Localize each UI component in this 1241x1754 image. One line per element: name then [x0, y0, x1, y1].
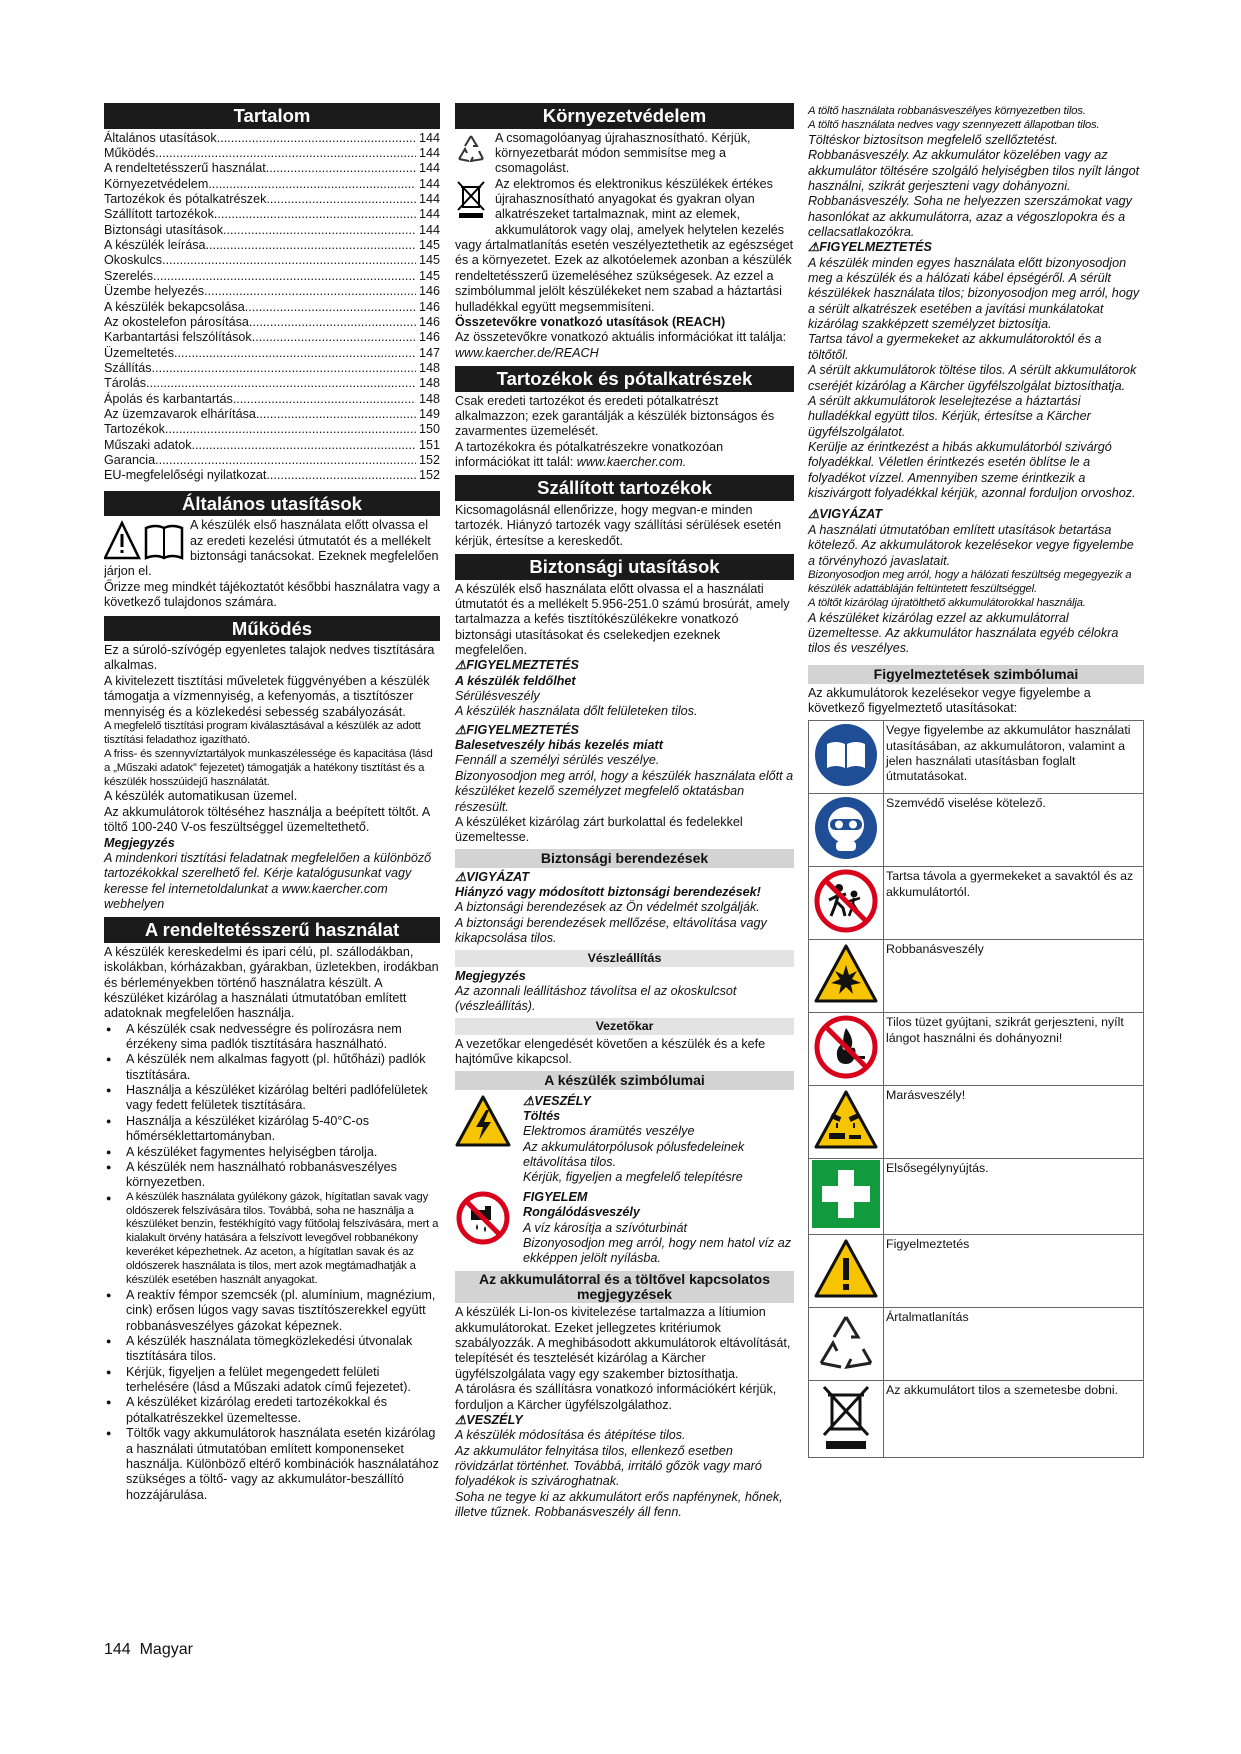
toc-item-title: Tartozékok — [104, 422, 165, 437]
warning-symbol-text: Szemvédő viselése kötelező. — [884, 794, 1144, 867]
warning-symbol-text: Robbanásveszély — [884, 940, 1144, 1013]
battery-danger-line: Az akkumulátor felnyitása tilos, ellenkező esetben rövidzárlat történhet. Továbbá, irritáló gőzök vagy maró folyadékok is szivároghatnak. — [455, 1443, 762, 1489]
toc-item-page: 149 — [418, 407, 440, 422]
toc-item[interactable] — [104, 284, 440, 299]
toc-item-page: 146 — [418, 314, 440, 329]
toc-item[interactable] — [104, 238, 440, 253]
manual-icon — [813, 722, 879, 788]
toc-item-leader — [214, 207, 416, 222]
toc-item-leader — [146, 376, 416, 391]
environment-text-1: A csomagolóanyag újrahasznosítható. Kérjük, környezetbarát módon semmisítse meg a csomagolást. — [495, 130, 751, 176]
toc-item-leader — [206, 238, 416, 253]
device-symbol-label: FIGYELEM — [523, 1189, 588, 1204]
toc-item[interactable] — [104, 346, 440, 361]
toc-item-title: Biztonsági utasítások — [104, 222, 224, 237]
first-aid-icon — [811, 1159, 881, 1229]
general-text-2: Őrizze meg mindkét tájékoztatót későbbi használatra vagy a következő tulajdonos számára. — [104, 579, 440, 610]
toc-item-title: A készülék bekapcsolása — [104, 299, 245, 314]
caution-title: Hiányzó vagy módosított biztonsági berendezések! — [455, 885, 761, 900]
toc-item-title: Környezetvédelem — [104, 176, 209, 191]
battery-line: A töltő használata nedves vagy szennyezett állapotban tilos. — [808, 118, 1100, 131]
list-item: ● A készülék használata gyúlékony gázok, hígítatlan savak vagy oldószerek felszívására tilos. Továbbá, soha ne használja a készüléket benzin, festékhígító vagy fűtőolaj felszívására, mert a kialakult örvény hatására a felszívott levegővel robbanékony keveréket képezhetnek. Az aceton, a hígítatlan savak és az oldószerek használata is tilos, mert azok megtámadhatják a készülék esetében használt anyagokat. — [126, 1191, 440, 1288]
toc-heading: Tartalom — [104, 103, 440, 129]
operation-text-5: A készülék automatikusan üzemel. — [104, 789, 298, 804]
keep-children-away-icon — [813, 868, 879, 934]
crossed-bin-icon — [455, 179, 487, 219]
toc-item-title: Okoskulcs — [104, 253, 163, 268]
corrosive-icon — [813, 1089, 879, 1151]
electric-hazard-icon — [455, 1094, 511, 1148]
toc-item[interactable] — [104, 177, 440, 192]
toc-item-page: 146 — [418, 299, 440, 314]
toc-item-leader — [245, 300, 416, 315]
toc-item[interactable] — [104, 192, 440, 207]
toc-item-leader — [252, 330, 416, 345]
explosion-icon — [813, 943, 879, 1005]
toc-item-leader — [256, 407, 416, 422]
toc-item-title: Garancia — [104, 453, 156, 468]
accessories-text-2: A tartozékokra és pótalkatrészekre vonatkozóan információkat itt talál: www.kaercher.com. — [455, 439, 724, 469]
page-language: Magyar — [139, 1641, 193, 1658]
operation-text-3: A megfelelő tisztítási program kiválasztásával a készülék az adott tisztítási feladathoz igazítható. — [104, 719, 421, 746]
environment-section — [455, 131, 794, 315]
toc-item-page: 144 — [418, 222, 440, 237]
operation-text-2: A kivitelezett tisztítási műveletek függvényében a készülék támogatja a vízmennyiség, a kefenyomás, a tisztítószer mennyiség és a közlekedési sebesség szabályozását. — [104, 673, 430, 719]
recycle-icon — [455, 133, 487, 165]
toc-item-title: Ápolás és karbantartás — [104, 391, 233, 406]
battery-caution-line: A töltőt kizárólag újratölthető akkumulátorokkal használja. — [808, 596, 1086, 609]
accessories-link[interactable]: www.kaercher.com. — [576, 454, 687, 469]
toc-item[interactable] — [104, 315, 440, 330]
environment-heading: Környezetvédelem — [455, 103, 794, 129]
toc-item-page: 144 — [418, 192, 440, 206]
toc-item-page: 148 — [418, 360, 440, 375]
toc-item-leader — [165, 422, 416, 437]
battery-line: A töltő használata robbanásveszélyes környezetben tilos. — [808, 105, 1086, 117]
toc-item-title: A készülék leírása — [104, 238, 206, 253]
toc-item[interactable] — [104, 131, 440, 146]
battery-text-1: A készülék Li-Ion-os kivitelezése tartalmazza a lítiumion akkumulátorokat. Ezeket jellegzetes kritériumok szabályozzák. A meghibásodott akkumulátorok eltávolítását, telepítését és tesztelését kizárólag a Kärcher ügyfélszolgálata vagy egy szakember biztosíthatja. — [455, 1305, 791, 1381]
toc-item-title: Szállítás — [104, 360, 152, 375]
safety-warning-label: ⚠FIGYELMEZTETÉS — [455, 722, 579, 737]
toc-item-leader — [204, 284, 416, 299]
warning-symbol-text: Ártalmatlanítás — [884, 1307, 1144, 1380]
toc-item-page: 144 — [418, 145, 440, 160]
toc-item[interactable] — [104, 453, 440, 468]
battery-danger-line: Soha ne tegye ki az akkumulátort erős napfénynek, hőnek, illetve tűznek. Robbanásveszély áll fenn. — [455, 1489, 783, 1520]
toc-item[interactable] — [104, 407, 440, 422]
reach-title: Összetevőkre vonatkozó utasítások (REACH) — [455, 314, 726, 329]
battery-warning-line: Kerülje az érintkezést a hibás akkumulátorból szivárgó folyadékkal. Véletlen érintkezés esetén öblítse le a folyadékot vízzel. Amennyiben szeme érintkezik a kiszivárgott folyadékkal kérjük, azonnal forduljon orvoshoz. — [808, 440, 1136, 501]
general-heading: Általános utasítások — [104, 491, 440, 517]
battery-text-2: A tárolásra és szállításra vonatkozó információkért kérjük, forduljon a Kärcher ügyfélszolgálathoz. — [455, 1382, 777, 1412]
device-symbol-label: ⚠VESZÉLY — [523, 1093, 591, 1108]
operation-text-4: A friss- és szennyvíztartályok munkaszélessége és kapacitása (lásd a „Műszaki adatok” fejezetet) támogatják a hatékony tisztítást és a készülék hosszúidejű használatát. — [104, 747, 433, 788]
table-row — [809, 1086, 1144, 1159]
table-row — [809, 940, 1144, 1013]
toc-item-leader — [155, 453, 416, 468]
table-row — [809, 1013, 1144, 1086]
operation-heading: Működés — [104, 616, 440, 642]
safety-devices-heading: Biztonsági berendezések — [455, 849, 794, 868]
driver-lever-text: A vezetőkar elengedését követően a készülék és a kefe hajtóműve kikapcsol. — [455, 1036, 766, 1067]
device-symbol-line: A víz károsítja a szívóturbinát — [523, 1220, 688, 1235]
toc-item[interactable] — [104, 330, 440, 345]
toc-item[interactable] — [104, 207, 440, 222]
intended-use-text: A készülék kereskedelmi és ipari célú, pl. szállodákban, iskolákban, kórházakban, gyárakban, üzletekben, irodákban és bérleményekben történő használatra készült. A készüléket kizárólag a használati útmutatóban említett adatoknak megfelelően használja. — [104, 944, 439, 1021]
caution-label: ⚠VIGYÁZAT — [455, 869, 530, 884]
battery-warning-line: Tartsa távol a gyermekeket az akkumulátoroktól és a töltőtől. — [808, 332, 1102, 362]
warning-symbol-text: Elsősegélynyújtás. — [884, 1159, 1144, 1234]
reach-text: Az összetevőkre vonatkozó aktuális információkat itt találja: www.kaercher.de/REACH — [455, 330, 787, 360]
device-symbol-charging — [455, 1094, 794, 1186]
toc-item-title: Karbantartási felszólítások — [104, 330, 252, 345]
warning-symbols-table — [808, 720, 1144, 1458]
toc-item-leader — [217, 131, 416, 146]
operation-text-1: Ez a súroló-szívógép egyenletes talajok nedves tisztítására alkalmas. — [104, 643, 435, 673]
battery-warning-line: A sérült akkumulátorok leselejtezése a háztartási hulladékkal együtt tilos. Kérjük, értesítse a Kärcher ügyfélszolgálatot. — [808, 393, 1091, 439]
toc-item-title: Szerelés — [104, 268, 153, 283]
device-symbol-line: Az akkumulátorpólusok pólusfedeleinek eltávolítása tilos. — [523, 1139, 745, 1170]
operation-note-text: A mindenkori tisztítási feladatnak megfelelően a különböző tartozékokkal szerelhető fel. Kérje katalógusunkat vagy keresse fel internetoldalunkat a www.kaercher.com webhelyen — [104, 850, 432, 911]
warning-symbol-text: Tilos tüzet gyújtani, szikrát gerjeszteni, nyílt lángot használni és dohányozni! — [884, 1013, 1144, 1086]
list-item: ● Használja a készüléket kizárólag beltéri padlófelületek vagy fedett felületek tisztítására. — [126, 1083, 440, 1114]
battery-warning-line: A sérült akkumulátorok töltése tilos. A sérült akkumulátorok cseréjét kizárólag a Kärcher ügyfélszolgálat biztosíthatja. — [808, 363, 1137, 393]
toc-item[interactable] — [104, 253, 440, 268]
toc-item-page: 145 — [418, 268, 440, 283]
toc-item-page: 152 — [418, 453, 440, 468]
table-row — [809, 867, 1144, 940]
device-symbol-line: Elektromos áramütés veszélye — [523, 1124, 695, 1139]
toc-item[interactable] — [104, 269, 440, 284]
emergency-stop-note-text: Az azonnali leállításhoz távolítsa el az okoskulcsot (vészleállítás). — [455, 983, 737, 1014]
emergency-stop-note-title: Megjegyzés — [455, 968, 526, 983]
toc-item-leader — [192, 438, 416, 453]
toc-item-title: Üzembe helyezés — [104, 284, 205, 299]
warning-icon — [813, 1238, 879, 1300]
emergency-stop-heading: Vészleállítás — [455, 950, 794, 967]
battery-line: Töltéskor biztosítson megfelelő szellőztetést. — [808, 132, 1058, 147]
toc-item-title: A rendeltetésszerű használat — [104, 161, 266, 176]
table-row — [809, 1159, 1144, 1234]
crossed-bin-icon — [818, 1381, 874, 1453]
environment-text-2: Az elektromos és elektronikus készülékek értékes újrahasznosítható anyagokat és gyakran olyan alkatrészeket tartalmaznak, mint az elemek, akkumulátorok vagy olaj, amelyek helytelen kezelés vagy ártalmatlanítás esetén veszélyeztethetik az egészséget és a környezetet. Ezek az alkotóelemek azonban a készülék rendeltetésszerű üzemeléséhez szükségesek. Az ezzel a szimbólummal jelölt készülékeket nem szabad a háztartási hulladékkal együtt megsemmisíteni. — [455, 176, 794, 314]
column-middle — [455, 103, 794, 1520]
toc-item-page: 152 — [418, 468, 440, 483]
safety-warning-title: Balesetveszély hibás kezelés miatt — [455, 738, 663, 753]
toc-item[interactable] — [104, 438, 440, 453]
toc-item[interactable] — [104, 161, 440, 176]
intended-use-list — [104, 1022, 440, 1503]
safety-heading: Biztonsági utasítások — [455, 554, 794, 580]
battery-warning-line: A készülék minden egyes használata előtt bizonyosodjon meg a készülék és a hálózati kábel épségéről. A sérült készülékek használata tilos; bizonyosodjon meg arról, hogy a sérült alkatrészek esetében a javítási munkálatokat kizárólag szakképzett személyzet biztosítja. — [808, 255, 1140, 332]
toc-item-leader — [233, 392, 416, 407]
driver-lever-heading: Vezetőkar — [455, 1018, 794, 1035]
operation-text-6: Az akkumulátorok töltéséhez használja a beépített töltőt. A töltő 100-240 V-os feszültséggel üzemeltethető. — [104, 804, 430, 835]
toc-item-title: Az üzemzavarok elhárítása — [104, 407, 256, 422]
toc-item-leader — [174, 346, 416, 361]
toc-item-page: 144 — [418, 161, 440, 176]
safety-warning-title: A készülék feldőlhet — [455, 673, 576, 688]
table-row — [809, 721, 1144, 794]
list-item: ● A reaktív fémpor szemcsék (pl. alumínium, magnézium, cink) erősen lúgos vagy savas tisztítószerekkel együtt robbanásveszélyes gázokat képeznek. — [126, 1288, 440, 1334]
toc-item-page: 145 — [418, 238, 440, 253]
warning-symbol-text: Figyelmeztetés — [884, 1234, 1144, 1307]
accessories-text-1: Csak eredeti tartozékot és eredeti pótalkatrészt alkalmazzon; ezek garantálják a készülék biztonságos és zavarmentes üzemelését. — [455, 393, 775, 439]
operation-note-title: Megjegyzés — [104, 835, 175, 850]
environment-icons — [455, 133, 489, 224]
page-footer — [104, 1641, 193, 1659]
warning-symbol-text: Tartsa távola a gyermekeket a savaktól és az akkumulátortól. — [884, 867, 1144, 940]
device-symbol-title: Töltés — [523, 1108, 561, 1123]
no-fire-icon — [813, 1014, 879, 1080]
toc-item-page: 151 — [418, 437, 440, 452]
toc-item-title: Az okostelefon párosítása — [104, 314, 249, 329]
toc-item[interactable] — [104, 422, 440, 437]
general-text-1: A készülék első használata előtt olvassa el az eredeti kezelési útmutatót és a mellékelt biztonsági tanácsokat. Ezeknek megfelelően járjon el. — [104, 518, 439, 579]
toc-item[interactable] — [104, 223, 440, 238]
toc-item-title: Műszaki adatok — [104, 437, 192, 452]
table-row — [809, 1234, 1144, 1307]
toc-item[interactable] — [104, 361, 440, 376]
reach-link[interactable]: www.kaercher.de/REACH — [455, 345, 599, 360]
battery-caution-line: A használati útmutatóban említett utasítások betartása kötelező. Az akkumulátorok kezelésekor vegye figyelembe a törvényhozó javaslatait. — [808, 522, 1134, 568]
device-symbol-line: Kérjük, figyeljen a megfelelő telepítésre — [523, 1170, 743, 1185]
device-symbol-line: Bizonyosodjon meg arról, hogy nem hatol víz az ekképpen jelölt nyílásba. — [523, 1235, 792, 1266]
goggles-icon — [813, 795, 879, 861]
battery-line: Robbanásveszély. Az akkumulátor közelében vagy az akkumulátor töltésére szolgáló helyiségben tilos nyílt lángot használni, szikrát gerjeszteni vagy dohányozni. — [808, 148, 1140, 193]
toc-item-title: Tárolás — [104, 376, 146, 391]
toc-list — [104, 131, 440, 484]
list-item: ● A készülék használata tömegközlekedési útvonalak tisztítására tilos. — [126, 1334, 440, 1365]
table-row — [809, 794, 1144, 867]
caution-line: A biztonsági berendezések mellőzése, eltávolítása vagy kikapcsolása tilos. — [455, 915, 767, 946]
list-item: ● A készüléket kizárólag eredeti tartozékokkal és pótalkatrészekkel üzemeltesse. — [126, 1395, 440, 1426]
column-right — [808, 105, 1144, 1458]
toc-item-page: 144 — [418, 207, 440, 222]
caution-line: A biztonsági berendezések az Ön védelmét szolgálják. — [455, 900, 760, 915]
warning-symbols-intro: Az akkumulátorok kezelésekor vegye figyelembe a következő figyelmeztető utasításokat: — [808, 685, 1091, 716]
device-symbols-heading: A készülék szimbólumai — [455, 1071, 794, 1090]
battery-caution-line: A készüléket kizárólag ezzel az akkumulátorral üzemeltesse. Az akkumulátor használata egyéb célokra tilos és veszélyes. — [808, 610, 1119, 656]
toc-item-page: 148 — [418, 376, 440, 391]
toc-item-leader — [162, 253, 416, 268]
toc-item-title: EU-megfelelőségi nyilatkozat — [104, 468, 267, 483]
safety-text-1: A készülék első használata előtt olvassa el a használati útmutatót és a mellékelt 5.956-251.0 számú brosúrát, amely tartalmazza a kefés tisztítókészülékekre vonatkozó biztonsági utasításokat és cselekedjen ezeknek megfelelően. — [455, 581, 790, 657]
toc-item-title: Működés — [104, 145, 156, 160]
battery-danger-line: A készülék módosítása és átépítése tilos. — [455, 1428, 686, 1443]
safety-warning-line: A készülék használata dőlt felületeken tilos. — [455, 704, 698, 719]
column-left — [104, 103, 440, 1503]
safety-warning-line: Fennáll a személyi sérülés veszélye. — [455, 753, 660, 768]
toc-item-page: 146 — [418, 330, 440, 345]
warning-symbols-heading: Figyelmeztetések szimbólumai — [808, 665, 1144, 684]
toc-item[interactable] — [104, 392, 440, 407]
warning-manual-icon — [104, 520, 184, 562]
toc-item-page: 150 — [418, 422, 440, 437]
page-number: 144 — [104, 1641, 131, 1658]
toc-item-leader — [249, 315, 416, 330]
toc-item-leader — [153, 269, 416, 284]
toc-item-page: 147 — [418, 345, 440, 360]
table-row — [809, 1307, 1144, 1380]
list-item: ● A készülék nem használható robbanásveszélyes környezetben. — [126, 1160, 440, 1191]
toc-item-title: Tartozékok és pótalkatrészek — [104, 192, 267, 206]
warning-symbol-text: Az akkumulátort tilos a szemetesbe dobni. — [884, 1380, 1144, 1457]
no-water-icon — [455, 1190, 511, 1246]
toc-item-leader — [208, 177, 416, 192]
list-item: ● A készülék nem alkalmas fagyott (pl. hűtőházi) padlók tisztítására. — [126, 1052, 440, 1083]
toc-item-title: Általános utasítások — [104, 130, 217, 145]
safety-warning-line: Bizonyosodjon meg arról, hogy a készülék használata előtt a készüléket kezelő személyzet megfelelő oktatásban részesült. — [455, 768, 794, 814]
toc-item-page: 144 — [418, 176, 440, 191]
delivered-heading: Szállított tartozékok — [455, 475, 794, 501]
toc-item-leader — [266, 161, 416, 176]
toc-item-page: 148 — [418, 391, 440, 406]
battery-caution-line: Bizonyosodjon meg arról, hogy a hálózati feszültség megegyezik a készülék adattábláján feltüntetett feszültséggel. — [808, 568, 1132, 595]
toc-item[interactable] — [104, 146, 440, 161]
delivered-text: Kicsomagolásnál ellenőrizze, hogy megvan-e minden tartozék. Hiányzó tartozék vagy szállítási sérülések esetén kérjük, értesítse a kereskedőt. — [455, 502, 782, 548]
list-item: ● A készüléket fagymentes helyiségben tárolja. — [126, 1145, 440, 1160]
toc-item-leader — [223, 223, 416, 238]
toc-item-leader — [152, 361, 416, 376]
safety-text-2: A készüléket kizárólag zárt burkolattal és fedelekkel üzemeltesse. — [455, 814, 743, 845]
safety-warning-line: Sérülésveszély — [455, 689, 540, 704]
warning-symbol-text: Vegye figyelembe az akkumulátor használati utasításában, az akkumulátoron, valamint a jelen használati utasításban foglalt útmutatásokat. — [884, 721, 1144, 794]
toc-item-leader — [266, 468, 416, 483]
list-item: ● Töltők vagy akkumulátorok használata esetén kizárólag a használati útmutatóban említett komponenseket használja. Különböző eltérő kombinációk használatához szükséges a töltő- vagy az akkumulátor-beszállító hozzájárulása. — [126, 1426, 440, 1503]
device-symbol-title: Rongálódásveszély — [523, 1205, 640, 1220]
recycle-icon — [813, 1311, 879, 1373]
toc-item[interactable] — [104, 300, 440, 315]
table-row — [809, 1380, 1144, 1457]
battery-warning-label: ⚠FIGYELMEZTETÉS — [808, 240, 932, 255]
safety-warning-label: ⚠FIGYELMEZTETÉS — [455, 658, 579, 673]
device-symbol-water — [455, 1190, 794, 1267]
toc-item-page: 146 — [418, 284, 440, 299]
toc-item[interactable] — [104, 468, 440, 483]
toc-item-page: 144 — [418, 130, 440, 145]
toc-item[interactable] — [104, 376, 440, 391]
toc-item-title: Üzemeltetés — [104, 345, 174, 360]
list-item: ● A készülék csak nedvességre és polírozásra nem érzékeny sima padlók tisztítására használható. — [126, 1022, 440, 1053]
general-section — [104, 518, 440, 610]
battery-heading: Az akkumulátorral és a töltővel kapcsolatos megjegyzések — [455, 1271, 794, 1304]
toc-item-page: 145 — [418, 253, 440, 268]
list-item: ● Használja a készüléket kizárólag 5-40°C-os hőmérséklettartományban. — [126, 1114, 440, 1145]
accessories-heading: Tartozékok és pótalkatrészek — [455, 366, 794, 392]
intended-use-heading: A rendeltetésszerű használat — [104, 917, 440, 943]
battery-danger-label: ⚠VESZÉLY — [455, 1412, 523, 1427]
toc-item-title: Szállított tartozékok — [104, 207, 214, 222]
list-item: ● Kérjük, figyeljen a felület megengedett felületi terhelésére (lásd a Műszaki adatok című fejezetet). — [126, 1365, 440, 1396]
toc-item-leader — [155, 146, 416, 161]
battery-line: Robbanásveszély. Soha ne helyezzen szerszámokat vagy hasonlókat az akkumulátorra, azaz a végoszlopokra és a cellacsatlakozókra. — [808, 194, 1132, 239]
battery-caution-label: ⚠VIGYÁZAT — [808, 507, 883, 522]
toc-item-leader — [266, 192, 416, 207]
warning-symbol-text: Marásveszély! — [884, 1086, 1144, 1159]
